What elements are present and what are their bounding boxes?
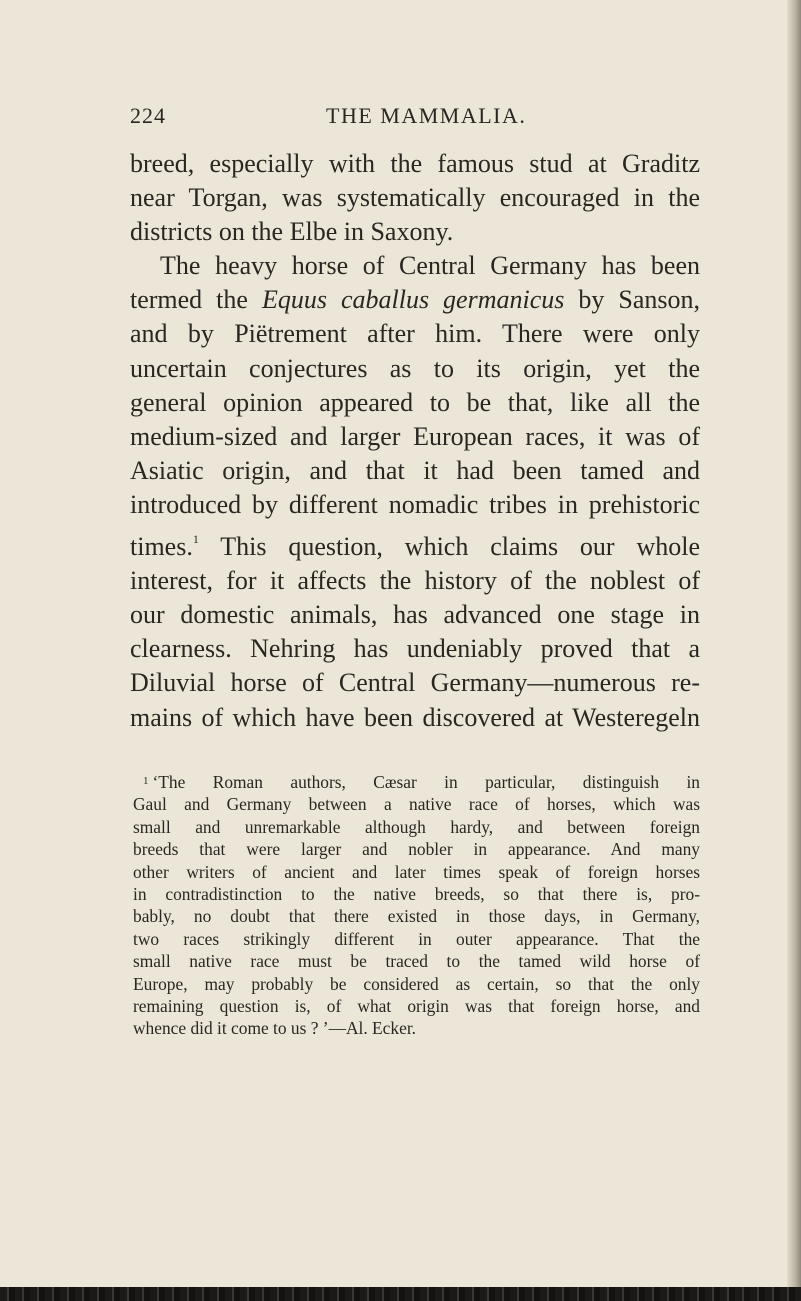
footnote xyxy=(133,770,700,1040)
page-edge xyxy=(787,0,801,1301)
footnote-line: in contradistinction to the native breeds, so that there is, pro- xyxy=(133,884,700,905)
body-line: The heavy horse of Central Germany has been xyxy=(160,251,700,281)
body-line: mains of which have been discovered at Westeregeln xyxy=(130,702,700,732)
page-header xyxy=(130,103,700,139)
page-number: 224 xyxy=(130,103,166,128)
body-line: and by Piëtrement after him. There were only xyxy=(130,319,700,349)
footnote-line xyxy=(133,770,700,793)
footnote-reference: 1 xyxy=(192,532,199,547)
body-line: clearness. Nehring has undeniably proved that a xyxy=(130,634,700,664)
body-line: medium-sized and larger European races, it was of xyxy=(130,421,700,451)
footnote-line: remaining question is, of what origin was that foreign horse, and xyxy=(133,996,700,1017)
footnote-line: Europe, may probably be considered as certain, so that the only xyxy=(133,973,700,994)
running-head: THE MAMMALIA. xyxy=(326,103,527,128)
body-line: districts on the Elbe in Saxony. xyxy=(130,217,454,247)
scan-bottom-edge xyxy=(0,1287,801,1301)
body-line: breed, especially with the famous stud at Graditz xyxy=(130,149,700,178)
footnote-mark: 1 xyxy=(143,775,149,787)
text-run: times. xyxy=(130,532,193,562)
body-line: Asiatic origin, and that it had been tamed and xyxy=(130,455,700,485)
footnote-line: small and unremarkable although hardy, and between foreign xyxy=(133,816,700,837)
body-line xyxy=(130,283,700,317)
text-run: by Sanson, xyxy=(564,285,700,315)
text-run: This question, which claims our whole xyxy=(198,532,700,562)
footnote-line: other writers of ancient and later times speak of foreign horses xyxy=(133,861,700,882)
text-run: termed the xyxy=(130,285,262,315)
footnote-line: two races strikingly different in outer appearance. That the xyxy=(133,928,700,949)
body-line: introduced by different nomadic tribes in prehistoric xyxy=(130,489,700,519)
body-line xyxy=(130,522,700,564)
body-line: uncertain conjectures as to its origin, yet the xyxy=(130,353,700,383)
body-line: our domestic animals, has advanced one stage in xyxy=(130,600,700,630)
species-name: Equus caballus germanicus xyxy=(261,285,565,315)
body-text xyxy=(130,147,700,735)
footnote-line: small native race must be traced to the tamed wild horse of xyxy=(133,951,700,972)
body-line: general opinion appeared to be that, like all the xyxy=(130,387,700,417)
footnote-line: Gaul and Germany between a native race of horses, which was xyxy=(133,794,700,815)
body-line: Diluvial horse of Central Germany—numerous re- xyxy=(130,668,700,698)
footnote-line: whence did it come to us ? ’—Al. Ecker. xyxy=(133,1018,416,1039)
body-line: near Torgan, was systematically encouraged in the xyxy=(130,183,700,213)
footnote-line: bably, no doubt that there existed in those days, in Germany, xyxy=(133,906,700,927)
text-run: ‘The Roman authors, Cæsar in particular, distinguish in xyxy=(152,772,700,792)
body-line: interest, for it affects the history of the noblest of xyxy=(130,566,700,596)
footnote-line: breeds that were larger and nobler in appearance. And many xyxy=(133,839,700,860)
